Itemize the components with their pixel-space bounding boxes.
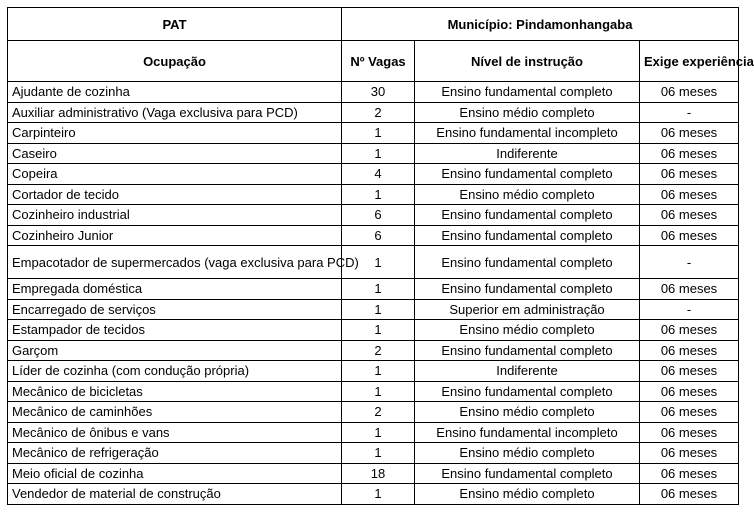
cell-nivel: Ensino médio completo — [415, 320, 640, 341]
cell-experiencia: 06 meses — [640, 484, 739, 505]
cell-experiencia: 06 meses — [640, 82, 739, 103]
cell-nivel: Ensino fundamental incompleto — [415, 422, 640, 443]
cell-nivel: Ensino médio completo — [415, 102, 640, 123]
cell-experiencia: 06 meses — [640, 205, 739, 226]
cell-ocupacao: Caseiro — [8, 143, 342, 164]
cell-experiencia: - — [640, 299, 739, 320]
cell-ocupacao: Carpinteiro — [8, 123, 342, 144]
column-header-ocupacao: Ocupação — [8, 41, 342, 82]
table-row — [8, 320, 739, 341]
table-row — [8, 246, 739, 279]
table-title-row — [8, 8, 739, 41]
cell-ocupacao: Mecânico de caminhões — [8, 402, 342, 423]
cell-vagas: 1 — [342, 361, 415, 382]
cell-experiencia: 06 meses — [640, 422, 739, 443]
cell-ocupacao: Cozinheiro industrial — [8, 205, 342, 226]
cell-experiencia: 06 meses — [640, 279, 739, 300]
cell-nivel: Ensino médio completo — [415, 443, 640, 464]
cell-nivel: Ensino fundamental completo — [415, 279, 640, 300]
cell-nivel: Ensino fundamental incompleto — [415, 123, 640, 144]
cell-ocupacao: Líder de cozinha (com condução própria) — [8, 361, 342, 382]
cell-vagas: 1 — [342, 123, 415, 144]
cell-experiencia: 06 meses — [640, 164, 739, 185]
cell-ocupacao: Vendedor de material de construção — [8, 484, 342, 505]
cell-vagas: 18 — [342, 463, 415, 484]
cell-ocupacao: Empacotador de supermercados (vaga exclusiva para PCD) — [8, 246, 342, 279]
cell-vagas: 6 — [342, 225, 415, 246]
pat-title: PAT — [8, 8, 342, 41]
cell-ocupacao: Mecânico de bicicletas — [8, 381, 342, 402]
cell-vagas: 4 — [342, 164, 415, 185]
cell-experiencia: 06 meses — [640, 320, 739, 341]
cell-nivel: Ensino fundamental completo — [415, 463, 640, 484]
cell-experiencia: 06 meses — [640, 463, 739, 484]
cell-nivel: Ensino médio completo — [415, 484, 640, 505]
cell-vagas: 1 — [342, 422, 415, 443]
cell-nivel: Ensino fundamental completo — [415, 205, 640, 226]
table-row — [8, 443, 739, 464]
cell-ocupacao: Encarregado de serviços — [8, 299, 342, 320]
cell-nivel: Ensino médio completo — [415, 402, 640, 423]
cell-nivel: Superior em administração — [415, 299, 640, 320]
cell-ocupacao: Garçom — [8, 340, 342, 361]
cell-vagas: 1 — [342, 381, 415, 402]
table-row — [8, 184, 739, 205]
cell-vagas: 2 — [342, 102, 415, 123]
table-row — [8, 361, 739, 382]
cell-ocupacao: Mecânico de ônibus e vans — [8, 422, 342, 443]
cell-experiencia: - — [640, 102, 739, 123]
job-vacancies-table — [7, 7, 754, 505]
cell-vagas: 1 — [342, 184, 415, 205]
cell-ocupacao: Mecânico de refrigeração — [8, 443, 342, 464]
cell-vagas: 1 — [342, 279, 415, 300]
column-header-row — [8, 41, 739, 82]
table-row — [8, 484, 739, 505]
cell-experiencia: 06 meses — [640, 443, 739, 464]
cell-ocupacao: Meio oficial de cozinha — [8, 463, 342, 484]
cell-experiencia: 06 meses — [640, 143, 739, 164]
cell-nivel: Indiferente — [415, 361, 640, 382]
cell-nivel: Ensino fundamental completo — [415, 225, 640, 246]
table-row — [8, 381, 739, 402]
column-header-experiencia: Exige experiência — [640, 41, 739, 82]
table-row — [8, 143, 739, 164]
cell-vagas: 30 — [342, 82, 415, 103]
cell-vagas: 6 — [342, 205, 415, 226]
table-row — [8, 123, 739, 144]
cell-experiencia: 06 meses — [640, 184, 739, 205]
cell-nivel: Indiferente — [415, 143, 640, 164]
table-row — [8, 102, 739, 123]
table-row — [8, 205, 739, 226]
cell-ocupacao: Ajudante de cozinha — [8, 82, 342, 103]
cell-ocupacao: Auxiliar administrativo (Vaga exclusiva para PCD) — [8, 102, 342, 123]
cell-nivel: Ensino fundamental completo — [415, 246, 640, 279]
cell-experiencia: 06 meses — [640, 381, 739, 402]
table-row — [8, 164, 739, 185]
cell-ocupacao: Cortador de tecido — [8, 184, 342, 205]
cell-vagas: 1 — [342, 143, 415, 164]
table-row — [8, 340, 739, 361]
cell-nivel: Ensino fundamental completo — [415, 82, 640, 103]
table-row — [8, 82, 739, 103]
cell-vagas: 2 — [342, 340, 415, 361]
table-row — [8, 422, 739, 443]
cell-nivel: Ensino fundamental completo — [415, 164, 640, 185]
cell-experiencia: - — [640, 246, 739, 279]
cell-vagas: 1 — [342, 246, 415, 279]
cell-experiencia: 06 meses — [640, 361, 739, 382]
cell-nivel: Ensino médio completo — [415, 184, 640, 205]
cell-vagas: 1 — [342, 299, 415, 320]
table-row — [8, 463, 739, 484]
cell-ocupacao: Empregada doméstica — [8, 279, 342, 300]
cell-vagas: 1 — [342, 320, 415, 341]
table-body — [8, 82, 739, 505]
cell-experiencia: 06 meses — [640, 123, 739, 144]
column-header-nivel: Nível de instrução — [415, 41, 640, 82]
cell-experiencia: 06 meses — [640, 402, 739, 423]
table-row — [8, 279, 739, 300]
cell-ocupacao: Copeira — [8, 164, 342, 185]
municipality-title: Município: Pindamonhangaba — [342, 8, 739, 41]
cell-nivel: Ensino fundamental completo — [415, 340, 640, 361]
table-row — [8, 402, 739, 423]
cell-ocupacao: Estampador de tecidos — [8, 320, 342, 341]
cell-vagas: 1 — [342, 443, 415, 464]
cell-ocupacao: Cozinheiro Junior — [8, 225, 342, 246]
cell-experiencia: 06 meses — [640, 225, 739, 246]
cell-vagas: 1 — [342, 484, 415, 505]
cell-vagas: 2 — [342, 402, 415, 423]
table-row — [8, 225, 739, 246]
cell-experiencia: 06 meses — [640, 340, 739, 361]
table-row — [8, 299, 739, 320]
cell-nivel: Ensino fundamental completo — [415, 381, 640, 402]
column-header-vagas: Nº Vagas — [342, 41, 415, 82]
